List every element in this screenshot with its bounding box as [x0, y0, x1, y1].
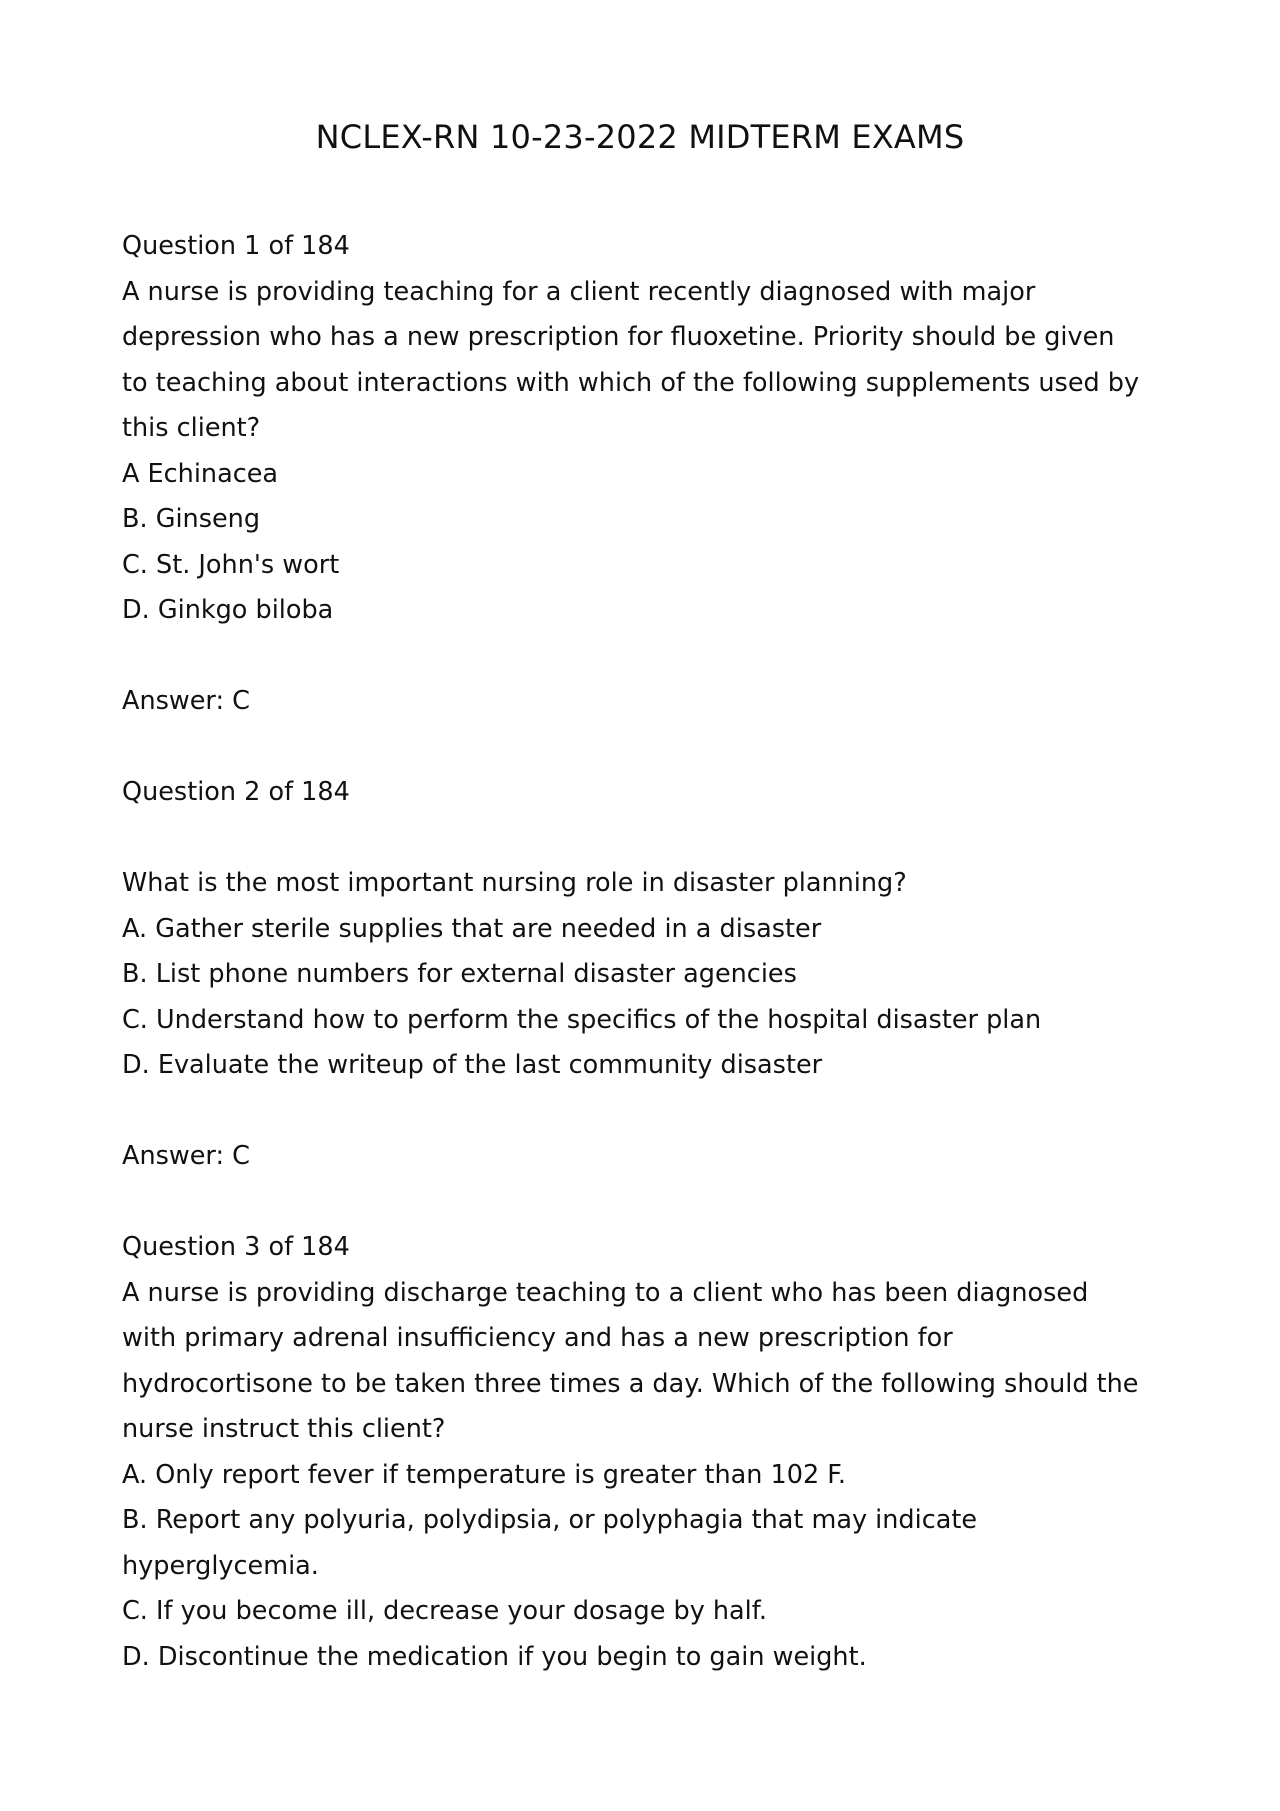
- document-title: NCLEX-RN 10-23-2022 MIDTERM EXAMS: [315, 118, 965, 156]
- answer-option: B. Report any polyuria, polydipsia, or polyphagia that may indicate: [122, 1505, 978, 1535]
- answer-option: D. Ginkgo biloba: [122, 595, 334, 625]
- answer-option: C. St. John's wort: [122, 549, 340, 580]
- question-stem-line: this client?: [122, 413, 261, 443]
- answer-option: C. Understand how to perform the specifics of the hospital disaster plan: [122, 1004, 1042, 1035]
- question-stem-line: A nurse is providing teaching for a client recently diagnosed with major: [122, 276, 1036, 307]
- document-body: [122, 224, 1172, 1680]
- question-stem-line: nurse instruct this client?: [122, 1414, 446, 1444]
- spacer: [122, 634, 1172, 680]
- answer-key: Answer: C: [122, 686, 250, 716]
- answer-option: B. List phone numbers for external disaster agencies: [122, 959, 797, 989]
- question-stem-line: What is the most important nursing role in disaster planning?: [122, 868, 907, 898]
- question-block: [122, 1225, 1172, 1680]
- spacer: [122, 725, 1172, 771]
- spacer: [122, 816, 1172, 862]
- spacer: [122, 1180, 1172, 1226]
- question-number: Question 2 of 184: [122, 777, 350, 807]
- answer-option: A. Gather sterile supplies that are needed in a disaster: [122, 913, 822, 944]
- answer-option: A Echinacea: [122, 458, 279, 489]
- answer-option: C. If you become ill, decrease your dosage by half.: [122, 1596, 767, 1626]
- spacer: [122, 1089, 1172, 1135]
- answer-option: hyperglycemia.: [122, 1550, 319, 1581]
- question-stem-line: A nurse is providing discharge teaching to a client who has been diagnosed: [122, 1277, 1089, 1308]
- answer-option: D. Evaluate the writeup of the last community disaster: [122, 1050, 823, 1080]
- question-stem-line: to teaching about interactions with which of the following supplements used by: [122, 367, 1140, 398]
- answer-key: Answer: C: [122, 1141, 250, 1171]
- question-block: [122, 224, 1172, 770]
- question-stem-line: hydrocortisone to be taken three times a day. Which of the following should the: [122, 1368, 1139, 1399]
- question-block: [122, 770, 1172, 1225]
- question-stem-line: with primary adrenal insufficiency and has a new prescription for: [122, 1323, 953, 1353]
- question-number: Question 3 of 184: [122, 1232, 350, 1262]
- answer-option: B. Ginseng: [122, 504, 261, 534]
- question-number: Question 1 of 184: [122, 231, 350, 261]
- question-stem-line: depression who has a new prescription for fluoxetine. Priority should be given: [122, 322, 1115, 352]
- answer-option: D. Discontinue the medication if you begin to gain weight.: [122, 1641, 867, 1672]
- answer-option: A. Only report fever if temperature is greater than 102 F.: [122, 1459, 846, 1490]
